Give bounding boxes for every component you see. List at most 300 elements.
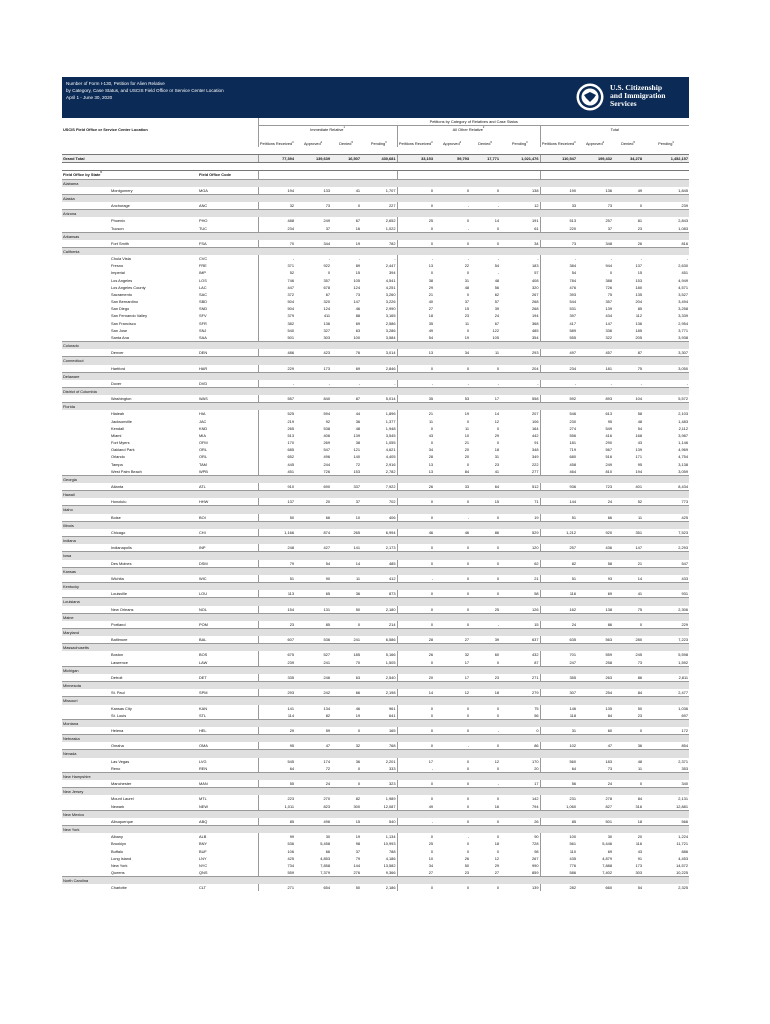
cell-value: 3,258 <box>678 306 689 312</box>
table-row <box>62 305 689 312</box>
cell-value: 245 <box>635 652 643 658</box>
cell-value: 2,843 <box>678 218 689 224</box>
cell-value: 3,165 <box>385 313 396 319</box>
cell-value: - <box>358 380 361 386</box>
cell-value: 563 <box>605 637 613 643</box>
cell-value: - <box>610 380 613 386</box>
cell-value: 0 <box>397 269 434 276</box>
cell-value: 86 <box>637 674 643 680</box>
cell-value: - <box>328 380 331 386</box>
cell-value: - <box>537 256 539 262</box>
cell-value: 4,754 <box>678 454 689 460</box>
cell-value: 567 <box>605 447 613 453</box>
field-office-code: JAC <box>199 418 207 424</box>
cell-value: 406 <box>323 432 331 438</box>
indent-cell <box>62 544 110 552</box>
table-row <box>62 187 689 195</box>
cell-value: 73 <box>607 765 613 771</box>
cell-value: 173 <box>635 862 643 868</box>
cell-value: 726 <box>323 468 331 474</box>
cell-value: 0 <box>496 765 500 771</box>
cell-value: 41 <box>637 591 643 597</box>
cell-value: 423 <box>323 350 331 356</box>
cell-value: 56 <box>494 284 500 290</box>
cell-value: 316 <box>635 803 643 809</box>
indent-cell <box>62 312 110 319</box>
state-name: California <box>62 248 689 256</box>
cell-value: 24 <box>325 781 331 787</box>
table-row <box>62 855 689 862</box>
cell-value: - <box>328 256 331 262</box>
cell-value: 557 <box>258 395 295 403</box>
cell-value: 3,138 <box>678 461 689 467</box>
cell-value: 91 <box>637 855 643 861</box>
indent-cell <box>62 187 110 195</box>
table-row <box>62 418 689 425</box>
cell-value: 55 <box>258 780 295 788</box>
cell-value: 513 <box>258 432 295 439</box>
cell-value: 54 <box>637 425 643 431</box>
cell-value: 90 <box>534 834 539 840</box>
cell-value: 24 <box>607 499 613 505</box>
cell-value: 270 <box>323 796 331 802</box>
cell-value: 746 <box>258 277 295 284</box>
cell-value: 293 <box>532 350 539 356</box>
field-office-name: Queens <box>111 869 125 875</box>
cell-value: 56 <box>534 712 539 718</box>
cell-value: 1,377 <box>385 418 396 424</box>
cell-value: 93 <box>607 575 613 581</box>
cell-value: 58 <box>607 560 613 566</box>
cell-value: 768 <box>389 743 396 749</box>
cell-value: 112 <box>635 313 643 319</box>
table-row <box>62 795 689 802</box>
field-office-name: West Palm Beach <box>111 468 142 474</box>
indent-cell <box>62 202 110 210</box>
indent-cell <box>62 365 110 373</box>
indent-cell <box>62 217 110 224</box>
cell-value: 70 <box>258 240 295 248</box>
cell-value: 1,592 <box>678 659 689 665</box>
empty-cell <box>613 171 643 179</box>
cell-value: 73 <box>355 291 361 297</box>
cell-value: 773 <box>681 499 689 505</box>
cell-value: 2,540 <box>385 674 396 680</box>
cell-value: 50 <box>464 862 470 868</box>
field-office-code: HIA <box>199 411 206 417</box>
cell-value: 23 <box>464 869 470 875</box>
cell-value: 516 <box>605 454 613 460</box>
cell-value: 100 <box>353 334 361 340</box>
cell-value: 173 <box>323 365 331 371</box>
cell-value: 136 <box>635 320 643 326</box>
cell-value: 26 <box>397 651 434 658</box>
state-name: Colorado <box>62 342 689 350</box>
state-row <box>62 521 689 529</box>
grand-total-row <box>62 155 689 163</box>
cell-value: 29 <box>494 862 500 868</box>
cell-value: 25 <box>397 840 434 847</box>
cell-value: 0 <box>466 187 470 193</box>
cell-value: 136 <box>323 320 331 326</box>
state-row <box>62 682 689 690</box>
cell-value: 14 <box>494 218 500 224</box>
field-office-code: SPM <box>199 690 208 696</box>
cell-value: 0 <box>496 712 500 718</box>
cell-value: 43 <box>637 848 643 854</box>
cell-value: 241 <box>353 637 361 643</box>
cell-value: 545 <box>258 758 295 765</box>
cell-value: 139 <box>605 306 613 312</box>
cell-value: 0 <box>466 499 470 505</box>
state-name: Alabama <box>62 179 689 187</box>
cell-value: 445 <box>258 461 295 468</box>
cell-value: 529 <box>532 529 539 535</box>
state-name: Delaware <box>62 372 689 380</box>
state-name: Hawaii <box>62 491 689 499</box>
cell-value: 50 <box>637 705 643 711</box>
table-row <box>62 453 689 460</box>
cell-value: 29 <box>494 432 500 438</box>
cell-value: 31 <box>540 727 577 735</box>
table-row <box>62 758 689 765</box>
cell-value: 20 <box>464 447 470 453</box>
cell-value: 43 <box>637 440 643 446</box>
cell-value: 3,339 <box>678 313 689 319</box>
cell-value: 920 <box>605 529 613 535</box>
state-row <box>62 735 689 743</box>
cell-value: 234 <box>258 225 295 233</box>
cell-value: 116 <box>540 590 577 598</box>
cell-value: - <box>686 256 689 262</box>
cell-value: 16 <box>355 225 361 231</box>
cell-value: 8,434 <box>678 484 689 489</box>
cell-value: 37 <box>464 299 470 305</box>
field-office-name: Kendall <box>111 425 124 431</box>
cell-value: 33 <box>464 484 470 489</box>
grand-total-value: 1,021,476 <box>500 155 540 163</box>
cell-value: 348 <box>605 240 613 246</box>
field-office-name: Louisville <box>111 591 128 597</box>
cell-value: 114 <box>258 712 295 720</box>
cell-value: 348 <box>532 447 539 453</box>
cell-value: 7,223 <box>678 637 689 643</box>
cell-value: 180 <box>635 284 643 290</box>
cell-value: 61 <box>534 225 539 231</box>
cell-value: 432 <box>532 652 539 658</box>
cell-value: 12,881 <box>676 803 689 809</box>
state-row <box>62 232 689 240</box>
cell-value: 81 <box>637 218 643 224</box>
cell-value: 7,402 <box>602 869 613 875</box>
cell-value: 0 <box>466 728 470 733</box>
empty-cell <box>577 171 613 179</box>
indent-cell <box>62 349 110 357</box>
cell-value: 165 <box>389 728 396 733</box>
cell-value: 38 <box>355 440 361 446</box>
indent-cell <box>62 320 110 327</box>
cell-value: 320 <box>323 299 331 305</box>
cell-value: 11 <box>355 575 361 581</box>
state-name: New York <box>62 826 689 834</box>
cell-value: 214 <box>389 621 396 627</box>
cell-value: 227 <box>389 203 396 209</box>
cell-value: 0 <box>466 848 470 854</box>
cell-value: 0 <box>397 498 434 506</box>
cell-value: 36 <box>637 743 643 749</box>
state-name: Georgia <box>62 475 689 483</box>
cell-value: 21 <box>637 560 643 566</box>
field-office-name: Fort Myers <box>111 440 130 446</box>
cell-value: 637 <box>532 637 539 643</box>
cell-value: 84 <box>637 796 643 802</box>
field-office-code: OFM <box>199 440 208 446</box>
cell-value: 75 <box>637 606 643 612</box>
cell-value: - <box>397 818 434 826</box>
table-row <box>62 468 689 476</box>
cell-value: 17 <box>494 396 500 402</box>
cell-value: 1,896 <box>385 411 396 417</box>
cell-value: 6,994 <box>385 529 396 535</box>
indent-cell <box>62 795 110 802</box>
indent-cell <box>62 621 110 629</box>
cell-value: 17 <box>397 758 434 765</box>
cell-value: 82 <box>540 560 577 568</box>
cell-value: 95 <box>258 742 295 750</box>
cell-value: 57 <box>534 270 539 276</box>
cell-value: 271 <box>532 674 539 680</box>
cell-value: 37 <box>607 225 613 231</box>
cell-value: 3,014 <box>385 350 396 356</box>
state-name: Idaho <box>62 506 689 514</box>
field-office-code: LNY <box>199 855 207 861</box>
table-row <box>62 312 689 319</box>
cell-value: 0 <box>357 728 361 733</box>
indent-cell <box>62 432 110 439</box>
field-office-code: HEL <box>199 728 207 733</box>
table-row <box>62 461 689 468</box>
cell-value: - <box>467 225 470 231</box>
cell-value: 333 <box>389 765 396 771</box>
indent-cell <box>62 862 110 869</box>
cell-value: 497 <box>540 349 577 357</box>
field-office-code: ORL <box>199 454 207 460</box>
field-office-name: Los Angeles County <box>111 284 146 290</box>
report-header <box>62 77 689 118</box>
cell-value: 451 <box>681 270 689 276</box>
field-office-code: SNJ <box>199 327 207 333</box>
field-office-name: San Francisco <box>111 320 136 326</box>
cell-value: 2,630 <box>678 263 689 269</box>
cell-value: 64 <box>494 484 500 489</box>
cell-value: 194 <box>532 313 539 319</box>
cell-value: 0 <box>466 418 470 424</box>
cell-value: 71 <box>534 499 539 505</box>
indent-cell <box>62 410 110 417</box>
cell-value: 269 <box>323 440 331 446</box>
cell-value: 104 <box>635 396 643 402</box>
cell-value: 18 <box>494 690 500 696</box>
field-office-name: Detroit <box>111 674 123 680</box>
group-immediate-relative: Immediate Relative$^1$ <box>258 126 397 134</box>
cell-value: 241 <box>323 659 331 665</box>
cell-value: 394 <box>389 270 396 276</box>
cell-value: - <box>394 380 396 386</box>
cell-value: 2,477 <box>678 690 689 696</box>
cell-value: 36 <box>355 418 361 424</box>
table-row <box>62 334 689 342</box>
cell-value: 0 <box>397 590 434 598</box>
cell-value: 0 <box>397 705 434 712</box>
field-office-name: St. Louis <box>111 712 127 718</box>
cell-value: 527 <box>323 652 331 658</box>
cell-value: 0 <box>397 425 434 432</box>
cell-value: 406 <box>389 514 396 520</box>
grand-total-value: 59,793 <box>434 155 470 163</box>
table-row <box>62 277 689 284</box>
indent-cell <box>62 758 110 765</box>
cell-value: 9,366 <box>385 869 396 875</box>
cell-value: 654 <box>323 885 331 891</box>
cell-value: 6,586 <box>385 637 396 643</box>
cell-value: 49 <box>397 803 434 811</box>
cell-value: 531 <box>540 305 577 312</box>
field-office-code: ORL <box>199 447 207 453</box>
field-office-name: Buffalo <box>111 848 124 854</box>
cell-value: - <box>397 380 434 388</box>
table-row <box>62 514 689 522</box>
field-office-code: SBD <box>199 299 207 305</box>
table-row <box>62 833 689 840</box>
indent-cell <box>62 395 110 403</box>
cell-value: 0 <box>357 781 361 787</box>
cell-value: 147 <box>605 320 613 326</box>
cell-value: 205 <box>635 334 643 340</box>
empty-cell <box>643 171 689 179</box>
cell-value: 728 <box>532 841 539 847</box>
field-office-name: Des Moines <box>111 560 132 566</box>
cell-value: 84 <box>464 468 470 474</box>
cell-value: 0 <box>466 461 470 467</box>
cell-value: 538 <box>323 425 331 431</box>
cell-value: 0 <box>397 884 434 891</box>
cell-value: 442 <box>532 432 539 438</box>
cell-value: 0 <box>397 727 434 735</box>
state-row <box>62 810 689 818</box>
indent-cell <box>62 840 110 847</box>
field-office-code: TAM <box>199 461 207 467</box>
table-row <box>62 365 689 373</box>
cell-value: 46 <box>355 705 361 711</box>
cell-value: 246 <box>323 674 331 680</box>
empty-cell <box>540 171 577 179</box>
table-row <box>62 575 689 583</box>
cell-value: 59 <box>325 728 331 733</box>
cell-value: 690 <box>323 484 331 489</box>
cell-value: 566 <box>681 818 689 824</box>
cell-value: 0 <box>397 848 434 855</box>
indent-cell <box>62 514 110 522</box>
cell-value: - <box>497 621 500 627</box>
cell-value: 893 <box>605 396 613 402</box>
cell-value: 0 <box>466 365 470 371</box>
cell-value: 0 <box>466 218 470 224</box>
field-office-code: NOL <box>199 606 207 612</box>
table-row <box>62 439 689 446</box>
state-row <box>62 628 689 636</box>
cell-value: 457 <box>605 350 613 356</box>
cell-value: - <box>610 256 613 262</box>
indent-cell <box>62 225 110 233</box>
cell-value: 372 <box>258 291 295 298</box>
cell-value: 87 <box>355 396 361 402</box>
cell-value: 116 <box>635 841 643 847</box>
field-office-name: Helena <box>111 728 124 733</box>
field-office-name: Orlando <box>111 454 125 460</box>
cell-value: 268 <box>532 306 539 312</box>
cell-value: 15 <box>534 621 539 627</box>
cell-value: 100 <box>540 833 577 840</box>
cell-value: 0 <box>397 202 434 210</box>
cell-value: 258 <box>605 659 613 665</box>
cell-value: 98 <box>355 841 361 847</box>
cell-value: 20 <box>637 834 643 840</box>
cell-value: 230 <box>540 418 577 425</box>
cell-value: 23 <box>494 461 500 467</box>
indent-cell <box>62 498 110 506</box>
cell-value: 75 <box>607 291 613 297</box>
state-name: Minnesota <box>62 682 689 690</box>
field-office-name: Reno <box>111 765 121 771</box>
state-row <box>62 719 689 727</box>
cell-value: 0 <box>466 803 470 809</box>
cell-value: 20 <box>397 674 434 682</box>
cell-value: 133 <box>323 187 331 193</box>
cell-value: 194 <box>635 468 643 474</box>
state-row <box>62 179 689 187</box>
cell-value: 69 <box>355 365 361 371</box>
state-name: New Jersey <box>62 788 689 796</box>
cell-value: - <box>540 380 577 388</box>
indent-cell <box>62 636 110 644</box>
cell-value: - <box>497 256 500 262</box>
cell-value: 680 <box>540 453 577 460</box>
cell-value: 19 <box>464 411 470 417</box>
field-office-name: Phoenix <box>111 218 126 224</box>
cell-value: - <box>497 203 500 209</box>
field-office-code: SFV <box>199 313 207 319</box>
cell-value: 204 <box>635 299 643 305</box>
field-office-code: SFR <box>199 320 207 326</box>
field-office-code: POM <box>199 621 208 627</box>
cell-value: 384 <box>540 262 577 269</box>
cell-value: 32 <box>355 743 361 749</box>
cell-value: 134 <box>323 705 331 711</box>
cell-value: 52 <box>258 269 295 276</box>
state-row <box>62 877 689 885</box>
field-office-code: HHW <box>199 499 209 505</box>
field-office-code: INP <box>199 545 206 551</box>
table-row <box>62 560 689 568</box>
field-office-name: Oakland Park <box>111 447 135 453</box>
state-name: North Carolina <box>62 877 689 885</box>
field-office-code: DVD <box>199 380 208 386</box>
cell-value: 0 <box>496 240 500 246</box>
cell-value: 73 <box>607 203 613 209</box>
title-line-1: Number of Form I-130, Petition for Alien Relative <box>66 81 165 86</box>
cell-value: 1,055 <box>385 440 396 446</box>
cell-value: 0 <box>466 758 470 764</box>
